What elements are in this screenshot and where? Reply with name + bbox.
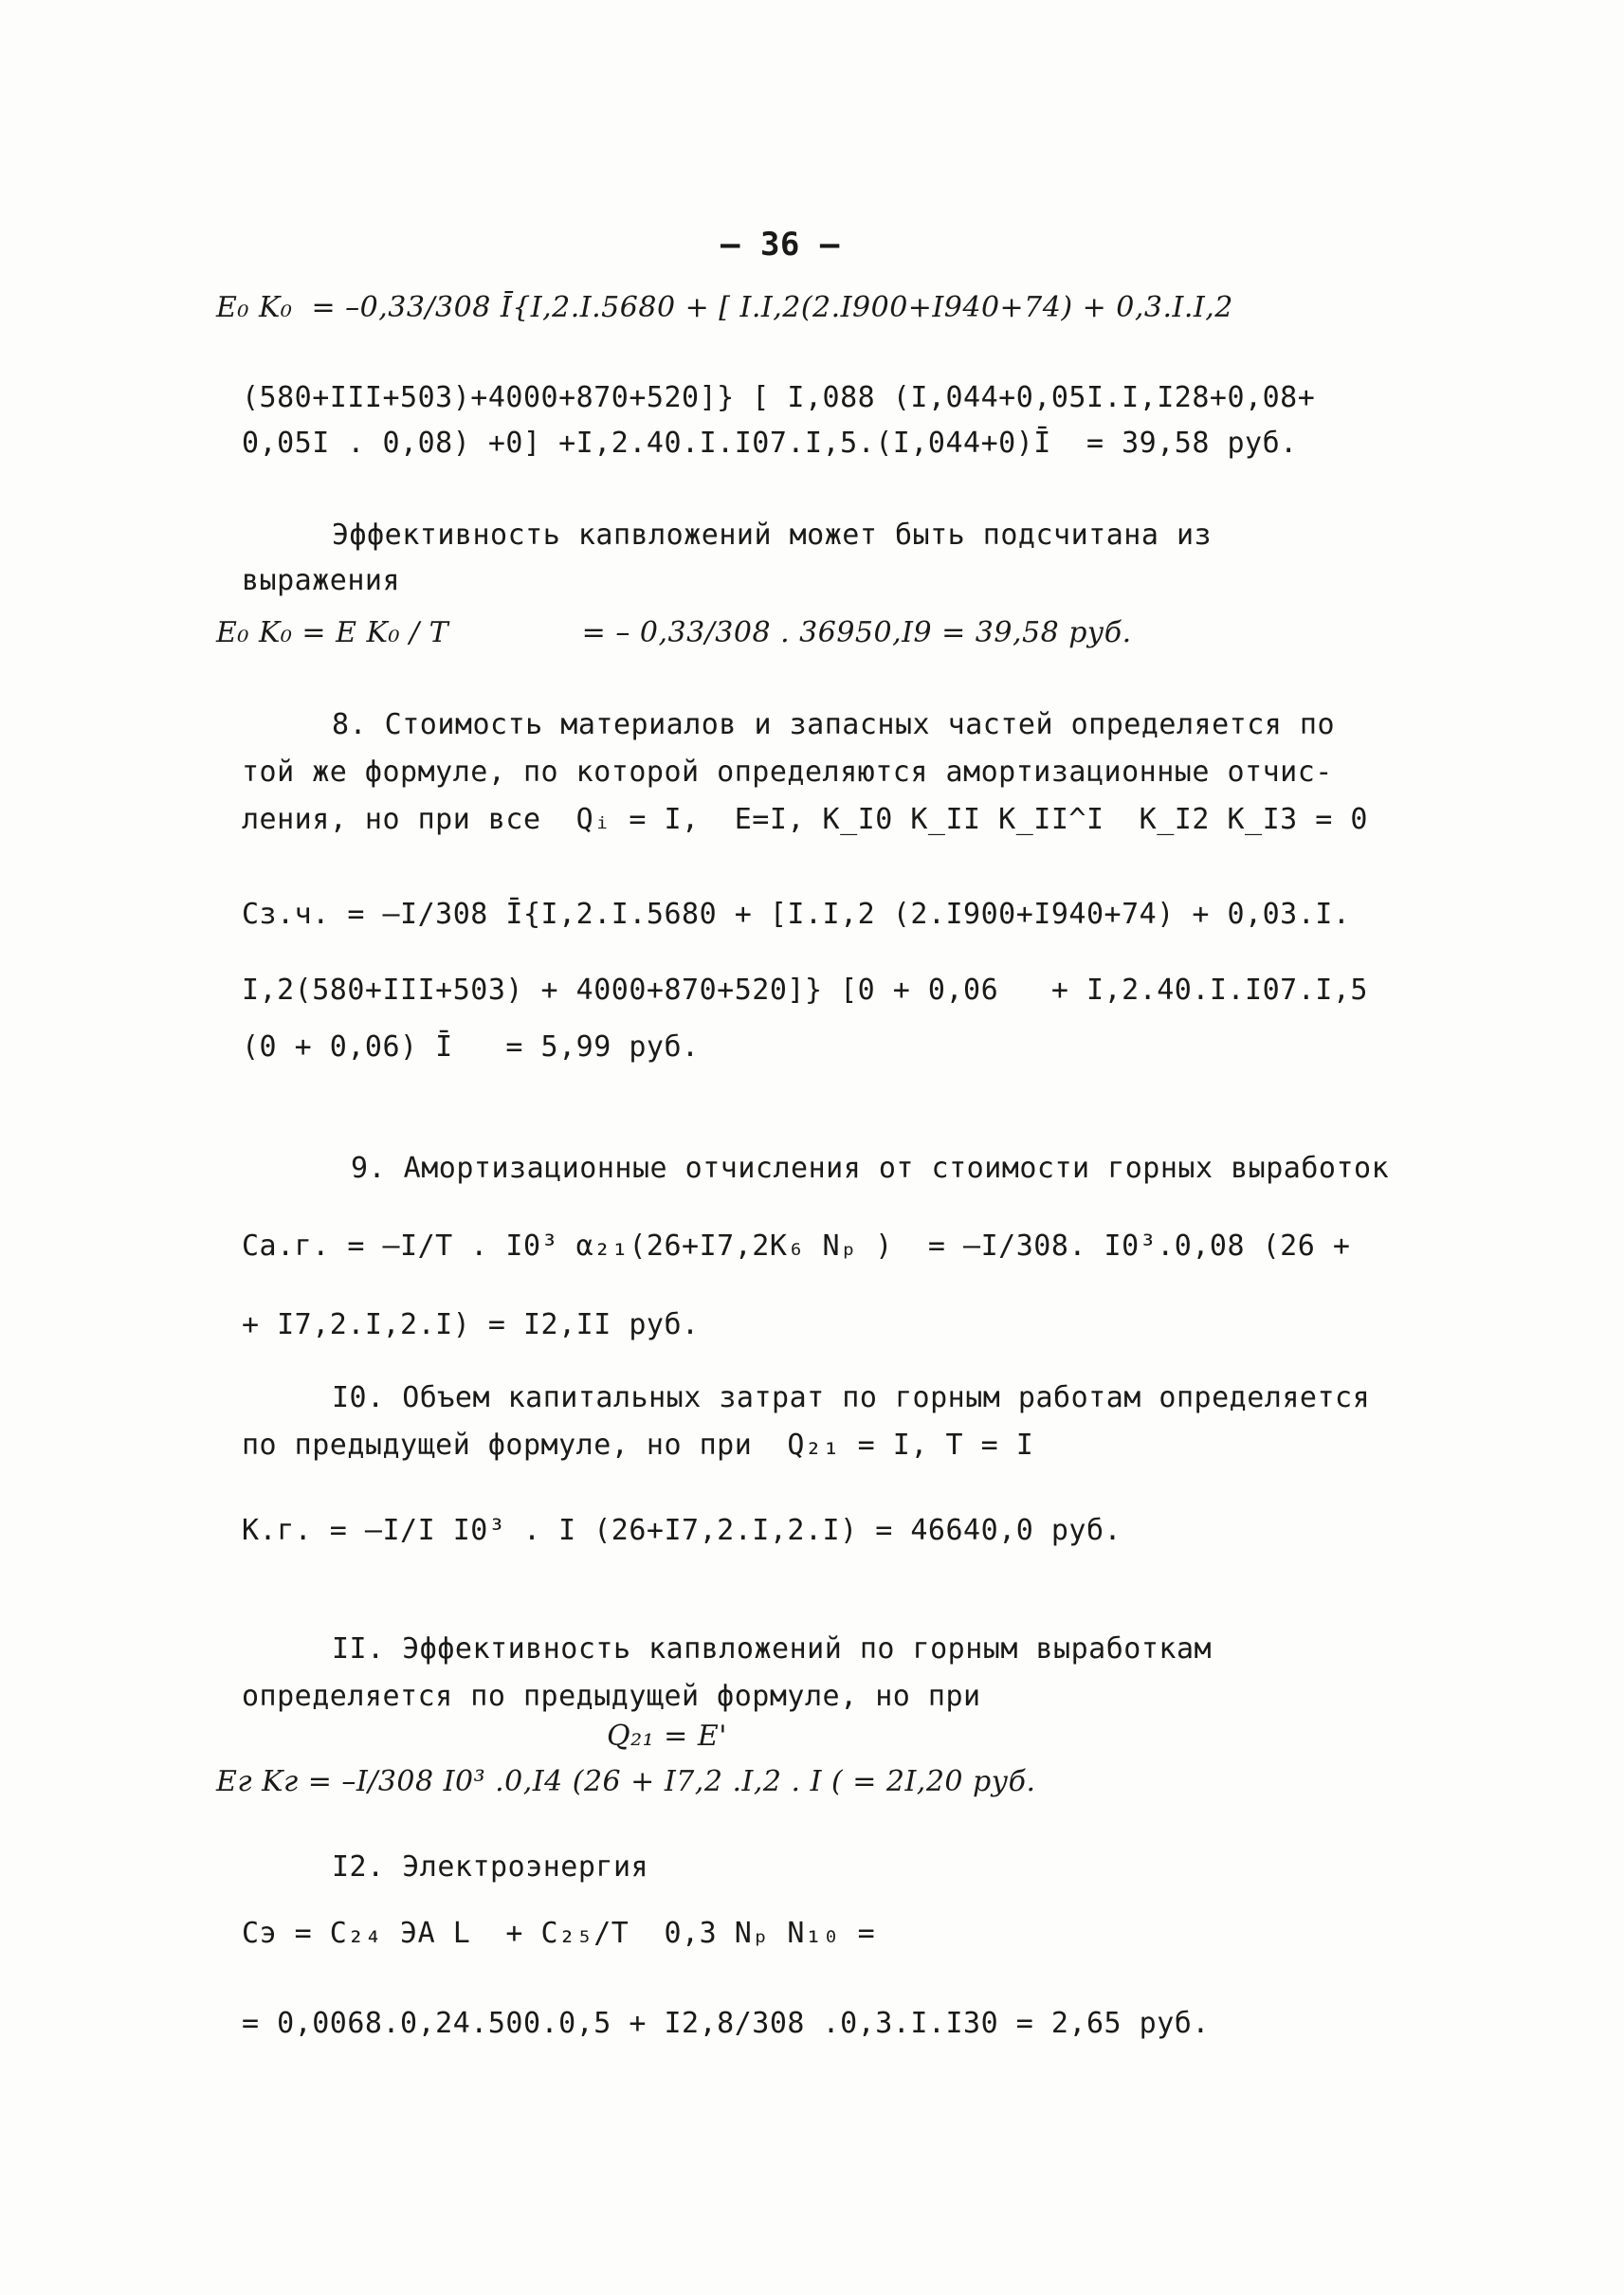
section-12-heading: I2. Электроэнергия (332, 1850, 649, 1884)
formula-line: Сз.ч. = –I/308 Ī{I,2.I.5680 + [I.I,2 (2.I900+I940+74) + 0,03.I. (242, 898, 1351, 931)
section-8-line-1: 8. Стоимость материалов и запасных частей определяется по (332, 708, 1336, 741)
section-8-line-2: той же формуле, по которой определяются амортизационные отчис- (242, 756, 1333, 789)
formula-line: Q₂₁ = E' (607, 1720, 728, 1753)
paragraph-line: Эффективность капвложений может быть подсчитана из (332, 519, 1213, 552)
section-10-line-1: I0. Объем капитальных затрат по горным работам определяется (332, 1381, 1371, 1414)
formula-line: = 0,0068.0,24.500.0,5 + I2,8/308 .0,3.I.I30 = 2,65 руб. (242, 2007, 1210, 2040)
formula-line-3: 0,05I . 0,08) +0] +I,2.40.I.I07.I,5.(I,044+0)Ī = 39,58 руб. (242, 427, 1298, 460)
formula-line: (0 + 0,06) Ī = 5,99 руб. (242, 1030, 700, 1064)
page-number: – 36 – (721, 226, 840, 264)
section-10-line-2: по предыдущей формуле, но при Q₂₁ = I, T = I (242, 1429, 1034, 1462)
section-11-line-1: II. Эффективность капвложений по горным выработкам (332, 1632, 1213, 1666)
formula-line: I,2(580+III+503) + 4000+870+520]} [0 + 0,06 + I,2.40.I.I07.I,5 (242, 974, 1368, 1007)
formula-line: К.г. = –I/I I0³ . I (26+I7,2.I,2.I) = 46640,0 руб. (242, 1514, 1122, 1547)
section-9-heading: 9. Амортизационные отчисления от стоимости горных выработок (351, 1152, 1390, 1185)
formula-line: E₀ K₀ = E K₀ / T = – 0,33/308 . 36950,I9 = 39,58 руб. (216, 616, 1132, 649)
formula-line: + I7,2.I,2.I) = I2,II руб. (242, 1308, 700, 1341)
formula-line: Eг Kг = –I/308 I0³ .0,I4 (26 + I7,2 .I,2 . I ( = 2I,20 руб. (216, 1765, 1036, 1798)
formula-line-2: (580+III+503)+4000+870+520]} [ I,088 (I,044+0,05I.I,I28+0,08+ (242, 381, 1316, 414)
section-8-line-3: ления, но при все Qᵢ = I, E=I, K_I0 K_II K_II^I K_I2 K_I3 = 0 (242, 803, 1368, 836)
formula-line-1: E₀ K₀ = –0,33/308 Ī{I,2.I.5680 + [ I.I,2(2.I900+I940+74) + 0,3.I.I,2 (216, 291, 1233, 324)
section-11-line-2: определяется по предыдущей формуле, но при (242, 1680, 981, 1713)
formula-line: Сэ = C₂₄ ЭA L + C₂₅/T 0,3 Nₚ N₁₀ = (242, 1917, 876, 1950)
paragraph-line: выражения (242, 564, 401, 597)
formula-line: Са.г. = –I/T . I0³ α₂₁(26+I7,2K₆ Nₚ ) = –I/308. I0³.0,08 (26 + (242, 1229, 1351, 1263)
